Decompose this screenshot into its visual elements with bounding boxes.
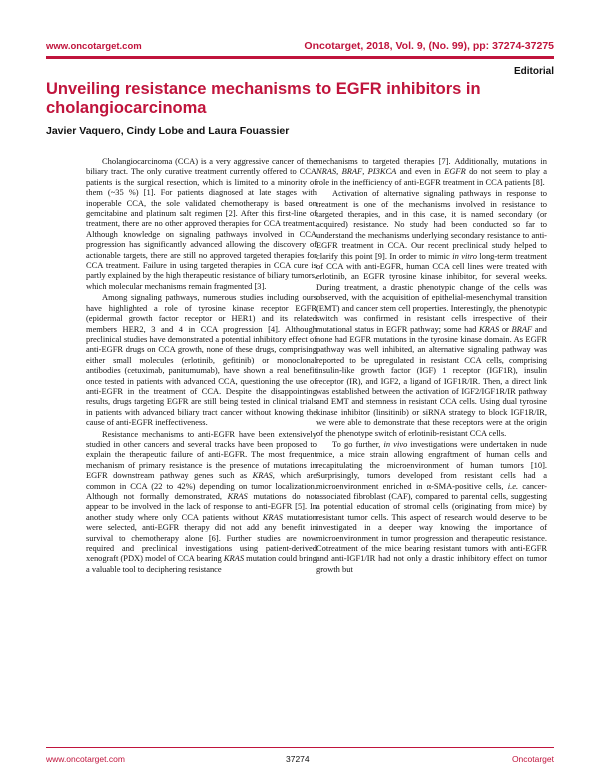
page-number: 37274 [286, 754, 310, 764]
gene-name: KRAS [223, 553, 245, 564]
journal-citation: Oncotarget, 2018, Vol. 9, (No. 99), pp: 37274-37275 [304, 40, 554, 52]
paragraph: mechanisms to targeted therapies [7]. Additionally, mutations in NRAS, BRAF, PI3KCA and even in EGFR do not seem to play a role in the inefficiency of anti-EGFR treatment in CCA patients [8]. [316, 156, 548, 187]
gene-name: KRAS [262, 511, 283, 522]
gene-name: BRAF [341, 166, 363, 177]
latin-term: in vitro [452, 250, 477, 261]
footer-journal-name: Oncotarget [511, 754, 554, 764]
gene-name: KRAS [479, 323, 500, 334]
gene-name: PI3KCA [367, 166, 397, 177]
footer-divider [46, 747, 554, 748]
author-list: Javier Vaquero, Cindy Lobe and Laura Fouassier [46, 125, 290, 137]
paragraph: Cholangiocarcinoma (CCA) is a very aggressive cancer of the biliary tract. The only curative treatment currently offered to CCA patients is the surgical resection, which is limited to a minority of them (~35 %) [1]. For patients diagnosed at late stages with inoperable CCA, the sole validated chemotherapy is based on gemcitabine and platinum salt regimen [2]. After this first-line of treatment, there are no other approved therapies for CCA treatment. Although knowledge on signaling pathways involved in CCA progression has significantly advanced allowing the discovery of actionable targets, there are still no approved targeted therapies for CCA treatment. Failure in using targeted therapies in CCA cure is partly explained by the high therapeutic resistance of biliary tumors, which molecular mechanisms remain fragmented [3]. [86, 156, 317, 291]
gene-name: KRAS [227, 491, 248, 501]
footer-url-link[interactable]: www.oncotarget.com [46, 754, 125, 764]
gene-name: KRAS [252, 470, 273, 481]
left-text-column [86, 156, 317, 575]
gene-name: NRAS [316, 166, 337, 177]
gene-name: BRAF [511, 323, 533, 334]
paragraph: To go further, in vivo investigations were undertaken in nude mice, a mice strain allowing engraftment of human cells and recapitulating the microenvironment of human tumors [10]. Surprisingly, tumors developed from resistant cells had a microenvironment enriched in α-SMA-positive cells, i.e. cancer-associated fibroblast (CAF), compared to parental cells, suggesting a potential education of stromal cells (originating from mice) by resistant tumor cells. This aspect of research would deserve to be investigated in a deeper way knowing the importance of microenvironment in tumor progression and therapeutic resistance. Cotreatment of the mice bearing resistant tumors with anti-EGFR and anti-IGF1/IR had not only a drastic inhibitory effect on tumor growth but [316, 438, 547, 574]
right-text-column [316, 156, 547, 575]
latin-term: in vivo [383, 438, 408, 449]
page-header [46, 41, 554, 57]
paragraph: Among signaling pathways, numerous studies including ours have highlighted a role of tyrosine kinase receptor EGFR (epidermal growth factor receptor or HER1) and its related members HER2, 3 and 4 in CCA progression [4]. Although preclinical studies have demonstrated a potential inhibitory effect of anti-EGFR drugs on CCA growth, none of these drugs, comprising either small molecules (erlotinib, gefitinib) or monoclonal antibodies (cetuximab, panitumumab), have shown a real benefit once tested in patients with advanced CCA, questioning the use of anti-EGFR in the treatment of CCA. Despite the disappointing results, drugs targeting EGFR are still being tested in clinical trials in patients with advanced biliary tract cancer without knowing the cause of anti-EGFR ineffectiveness. [86, 292, 317, 428]
header-divider [46, 56, 554, 59]
paragraph: Activation of alternative signaling pathways in response to treatment is one of the mechanisms involved in resistance to targeted therapies, and in this case, it is named secondary (or acquired) resistance. No study had been conducted so far to understand the mechanisms underlying secondary resistance to anti-EGFR treatment in CCA. Our recent preclinical study helped to clarify this point [9]. In order to mimic in vitro long-term treatment of CCA with anti-EGFR, human CCA cell lines were treated with erlotinib, an EGFR tyrosine kinase inhibitor, for several weeks. During treatment, a drastic phenotypic change of the cells was observed, with the acquisition of epithelial-mesenchymal transition (EMT) and cancer stem cell properties. Interestingly, the phenotypic switch was confirmed in resistant cells irrespective of their mutational status in EGFR pathway; some had KRAS or BRAF and none had EGFR mutations in the tyrosine kinase domain. As EGFR pathway was well inhibited, an alternative signaling pathway was reported to be upregulated in resistant CCA cells, comprising insulin-like growth factor (IGF) 1 receptor (IGF1R), insulin receptor (IR), and IGF2, a ligand of IGF1R/IR. Then, a direct link was established between the activation of IGF2/IGF1R/IR pathway and EMT and stemness in resistant CCA cells. Using dual tyrosine kinase inhibitor (linsitinib) or siRNA strategy to block IGF1R/IR, we were able to demonstrate that these receptors were at the origin of the phenotype switch of erlotinib-resistant CCA cells. [316, 188, 548, 438]
article-type-label: Editorial [513, 66, 554, 77]
gene-name: EGFR [444, 166, 466, 177]
article-title: Unveiling resistance mechanisms to EGFR inhibitors in cholangiocarcinoma [46, 80, 481, 117]
paragraph: Resistance mechanisms to anti-EGFR have been extensively studied in other cancers and several tracks have been proposed to explain the therapeutic failure of anti-EGFR. The most frequent mechanism of primary resistance is the presence of mutations in EGFR downstream pathway genes such as KRAS, which are common in CCA (22 to 42%) depending on tumor localization. Although not formally demonstrated, KRAS mutations do not appear to be involved in the lack of response to anti-EGFR [5]. In another study where only CCA patients without KRAS mutation were selected, anti-EGFR therapy did not add any benefit in survival to chemotherapy alone [6]. Further studies are now required and preclinical investigations using patient-derived xenograft (PDX) model of CCA bearing KRAS mutation could bring a valuable tool to deciphering resistance [86, 428, 318, 574]
latin-term: i.e. [507, 480, 519, 491]
header-url-link[interactable]: www.oncotarget.com [46, 41, 142, 52]
page-footer [46, 754, 554, 766]
